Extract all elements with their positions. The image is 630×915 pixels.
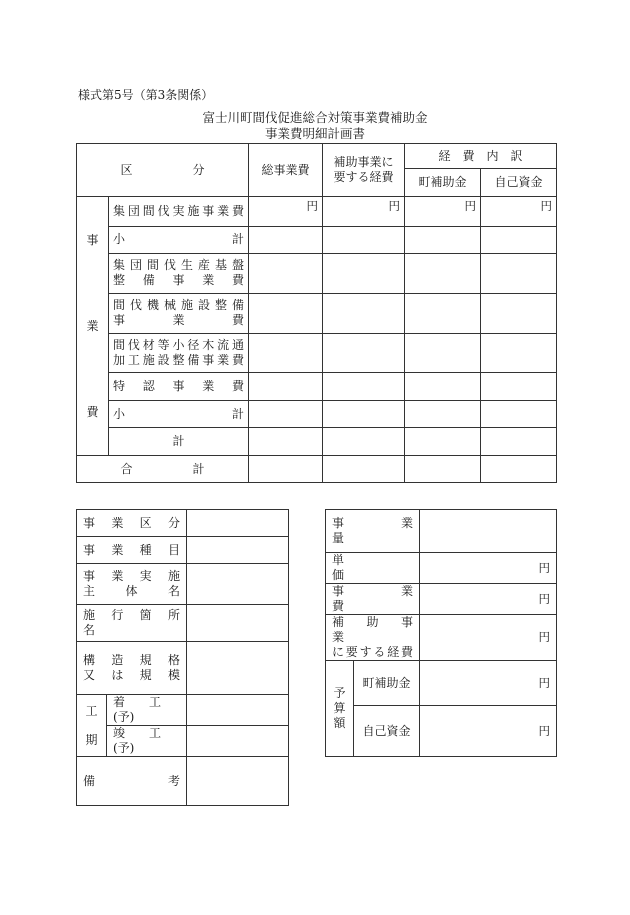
amount-cell (249, 400, 323, 428)
category-header: 区 分 (77, 144, 249, 197)
site-location-value (187, 605, 289, 642)
amount-cell (481, 226, 557, 254)
amount-cell (323, 333, 405, 373)
site-location-label: 施 行 箇 所 名 (77, 605, 187, 642)
amount-cell: 円 (323, 197, 405, 227)
amount-cell (249, 373, 323, 401)
row-label: 特 認 事 業 費 (109, 373, 249, 401)
document-subtitle: 事業費明細計画書 (264, 126, 365, 141)
amount-cell: 円 (249, 197, 323, 227)
subtotal-label: 計 (109, 428, 249, 456)
amount-cell (405, 456, 481, 483)
construction-period-label: 工 期 (77, 695, 107, 757)
implementer-value (187, 564, 289, 605)
amount-cell (405, 428, 481, 456)
row-label: 間伐機械施設整備 事 業 費 (109, 293, 249, 333)
row-label: 小 計 (109, 226, 249, 254)
amount-cell (481, 400, 557, 428)
project-cost-value: 円 (420, 584, 557, 615)
remarks-value (187, 757, 289, 806)
row-label: 間伐材等小径木流通 加工施設整備事業費 (109, 333, 249, 373)
amount-cell: 円 (405, 197, 481, 227)
eligible-cost-value: 円 (420, 615, 557, 661)
amount-cell: 円 (481, 197, 557, 227)
amount-cell (481, 254, 557, 294)
own-funds-header: 自己資金 (481, 169, 557, 197)
row-label: 集団間伐生産基盤 整 備 事 業 費 (109, 254, 249, 294)
start-value (187, 695, 289, 726)
town-subsidy-value: 円 (420, 661, 557, 706)
amount-cell (481, 333, 557, 373)
form-number-label: 様式第5号（第3条関係） (78, 88, 214, 102)
structure-spec-label: 構 造 規 格 又 は 規 模 (77, 642, 187, 695)
project-cost-group-label: 事 業 費 (77, 197, 109, 456)
unit-price-label: 単 価 (326, 553, 420, 584)
eligible-cost-header: 補助事業に 要する経費 (323, 144, 405, 197)
amount-cell (405, 333, 481, 373)
budget-amount-label: 予 算 額 (326, 661, 354, 757)
amount-cell (249, 293, 323, 333)
row-label: 集団間伐実施事業費 (109, 197, 249, 227)
own-funds-label: 自己資金 (354, 706, 420, 757)
amount-cell (481, 428, 557, 456)
unit-price-value: 円 (420, 553, 557, 584)
start-label: 着 工(予) (107, 695, 187, 726)
amount-cell (249, 428, 323, 456)
project-type-value (187, 537, 289, 564)
project-category-value (187, 510, 289, 537)
amount-cell (405, 400, 481, 428)
town-subsidy-label: 町補助金 (354, 661, 420, 706)
amount-cell (405, 373, 481, 401)
document-title: 富士川町間伐促進総合対策事業費補助金 (202, 110, 428, 125)
budget-table (325, 509, 557, 757)
project-category-label: 事 業 区 分 (77, 510, 187, 537)
implementer-label: 事 業 実 施 主 体 名 (77, 564, 187, 605)
row-label: 小 計 (109, 400, 249, 428)
amount-cell (323, 456, 405, 483)
structure-spec-value (187, 642, 289, 695)
amount-cell (323, 428, 405, 456)
amount-cell (481, 456, 557, 483)
amount-cell (481, 293, 557, 333)
completion-value (187, 726, 289, 757)
project-type-label: 事 業 種 目 (77, 537, 187, 564)
amount-cell (405, 226, 481, 254)
amount-cell (323, 226, 405, 254)
breakdown-header: 経 費 内 訳 (405, 144, 557, 169)
cost-breakdown-table (76, 143, 557, 483)
remarks-label: 備 考 (77, 757, 187, 806)
grand-total-label: 合 計 (77, 456, 249, 483)
town-subsidy-header: 町補助金 (405, 169, 481, 197)
project-quantity-label: 事 業 量 (326, 510, 420, 553)
amount-cell (249, 456, 323, 483)
amount-cell (249, 254, 323, 294)
amount-cell (323, 373, 405, 401)
eligible-cost-label: 補 助 事 業 に要する経費 (326, 615, 420, 661)
amount-cell (405, 293, 481, 333)
total-cost-header: 総事業費 (249, 144, 323, 197)
project-cost-label: 事 業 費 (326, 584, 420, 615)
amount-cell (323, 400, 405, 428)
completion-label: 竣 工(予) (107, 726, 187, 757)
project-details-table (76, 509, 289, 806)
amount-cell (249, 226, 323, 254)
amount-cell (323, 254, 405, 294)
amount-cell (249, 333, 323, 373)
project-quantity-value (420, 510, 557, 553)
own-funds-value: 円 (420, 706, 557, 757)
amount-cell (405, 254, 481, 294)
amount-cell (323, 293, 405, 333)
amount-cell (481, 373, 557, 401)
